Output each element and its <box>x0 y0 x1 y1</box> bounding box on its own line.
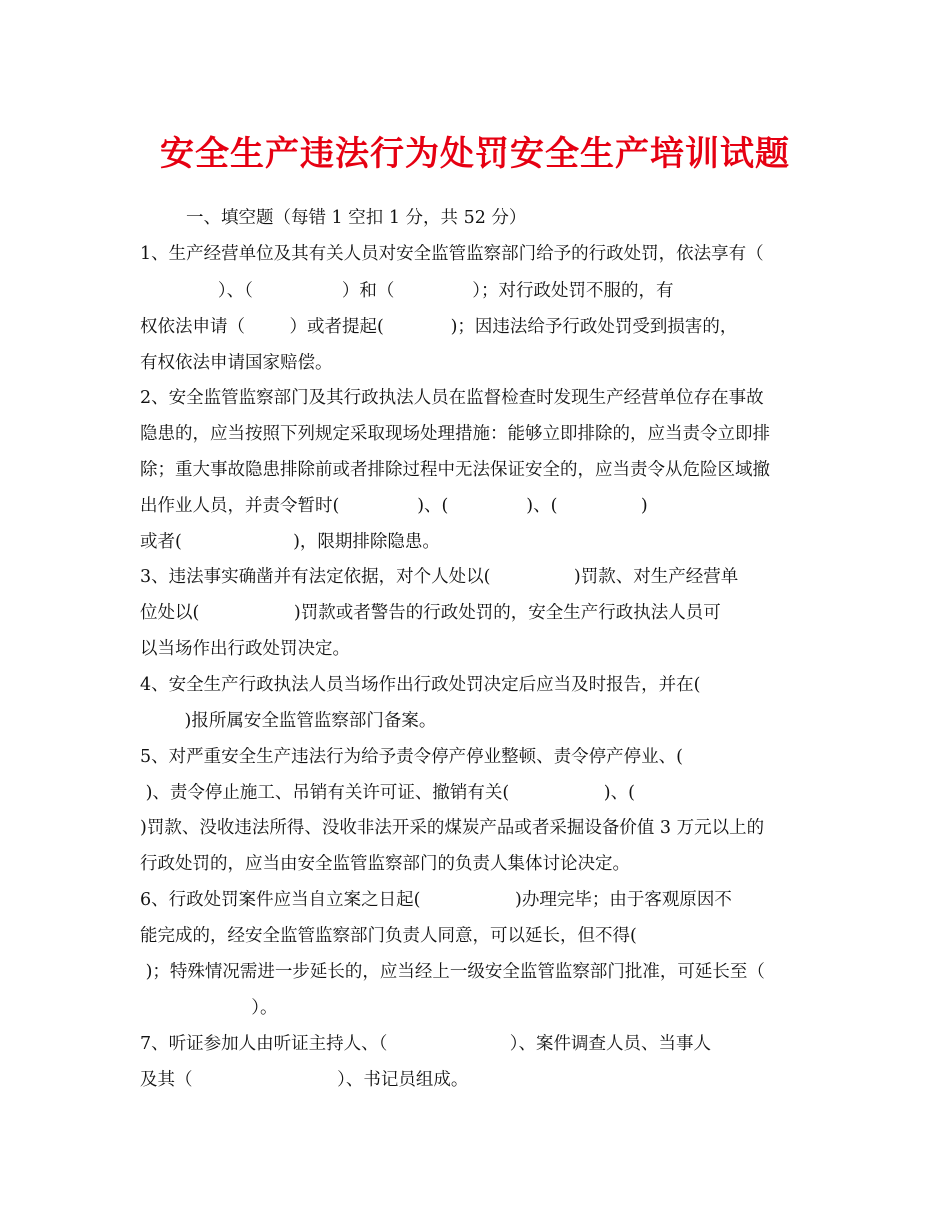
text-line: 有权依法申请国家赔偿。 <box>140 353 333 373</box>
text-line: 及其（ ）、书记员组成。 <box>140 1070 469 1090</box>
text-line: 或者( )，限期排除隐患。 <box>140 532 440 552</box>
text-line: 除；重大事故隐患排除前或者排除过程中无法保证安全的，应当责令从危险区域撤 <box>140 460 770 480</box>
text-line: 以当场作出行政处罚决定。 <box>140 639 350 659</box>
text-line: )、责令停止施工、吊销有关许可证、撤销有关( )、( <box>140 783 635 803</box>
text-line: 6、行政处罚案件应当自立案之日起( )办理完毕；由于客观原因不 <box>140 890 732 910</box>
text-line: 位处以( )罚款或者警告的行政处罚的，安全生产行政执法人员可 <box>140 603 721 623</box>
document-title: 安全生产违法行为处罚安全生产培训试题 <box>160 134 790 174</box>
text-line: 出作业人员，并责令暂时( )、( )、( ) <box>140 496 648 516</box>
text-line: )；特殊情况需进一步延长的，应当经上一级安全监管监察部门批准，可延长至（ <box>140 962 765 982</box>
section-heading: 一、填空题（每错 1 空扣 1 分，共 52 分） <box>186 208 527 228</box>
text-line: ）。 <box>140 998 278 1018</box>
text-line: )罚款、没收违法所得、没收非法开采的煤炭产品或者采掘设备价值 3 万元以上的 <box>140 818 765 838</box>
text-line: )报所属安全监管监察部门备案。 <box>140 711 437 731</box>
text-line: 能完成的，经安全监管监察部门负责人同意，可以延长，但不得( <box>140 926 637 946</box>
text-line: 7、听证参加人由听证主持人、（ ）、案件调查人员、当事人 <box>140 1034 712 1054</box>
text-line: 4、安全生产行政执法人员当场作出行政处罚决定后应当及时报告，并在( <box>140 675 701 695</box>
text-line: 5、对严重安全生产违法行为给予责令停产停业整顿、责令停产停业、( <box>140 747 683 767</box>
text-line: 隐患的，应当按照下列规定采取现场处理措施：能够立即排除的，应当责令立即排 <box>140 424 770 444</box>
text-line: 权依法申请（ ）或者提起( )；因违法给予行政处罚受到损害的， <box>140 317 738 337</box>
text-line: 3、违法事实确凿并有法定依据，对个人处以( )罚款、对生产经营单 <box>140 567 739 587</box>
text-line: 2、安全监管监察部门及其行政执法人员在监督检查时发现生产经营单位存在事故 <box>140 388 764 408</box>
text-line: ）、（ ）和（ ）；对行政处罚不服的，有 <box>140 281 674 301</box>
text-line: 1、生产经营单位及其有关人员对安全监管监察部门给予的行政处罚，依法享有（ <box>140 244 764 264</box>
text-line: 行政处罚的，应当由安全监管监察部门的负责人集体讨论决定。 <box>140 854 630 874</box>
